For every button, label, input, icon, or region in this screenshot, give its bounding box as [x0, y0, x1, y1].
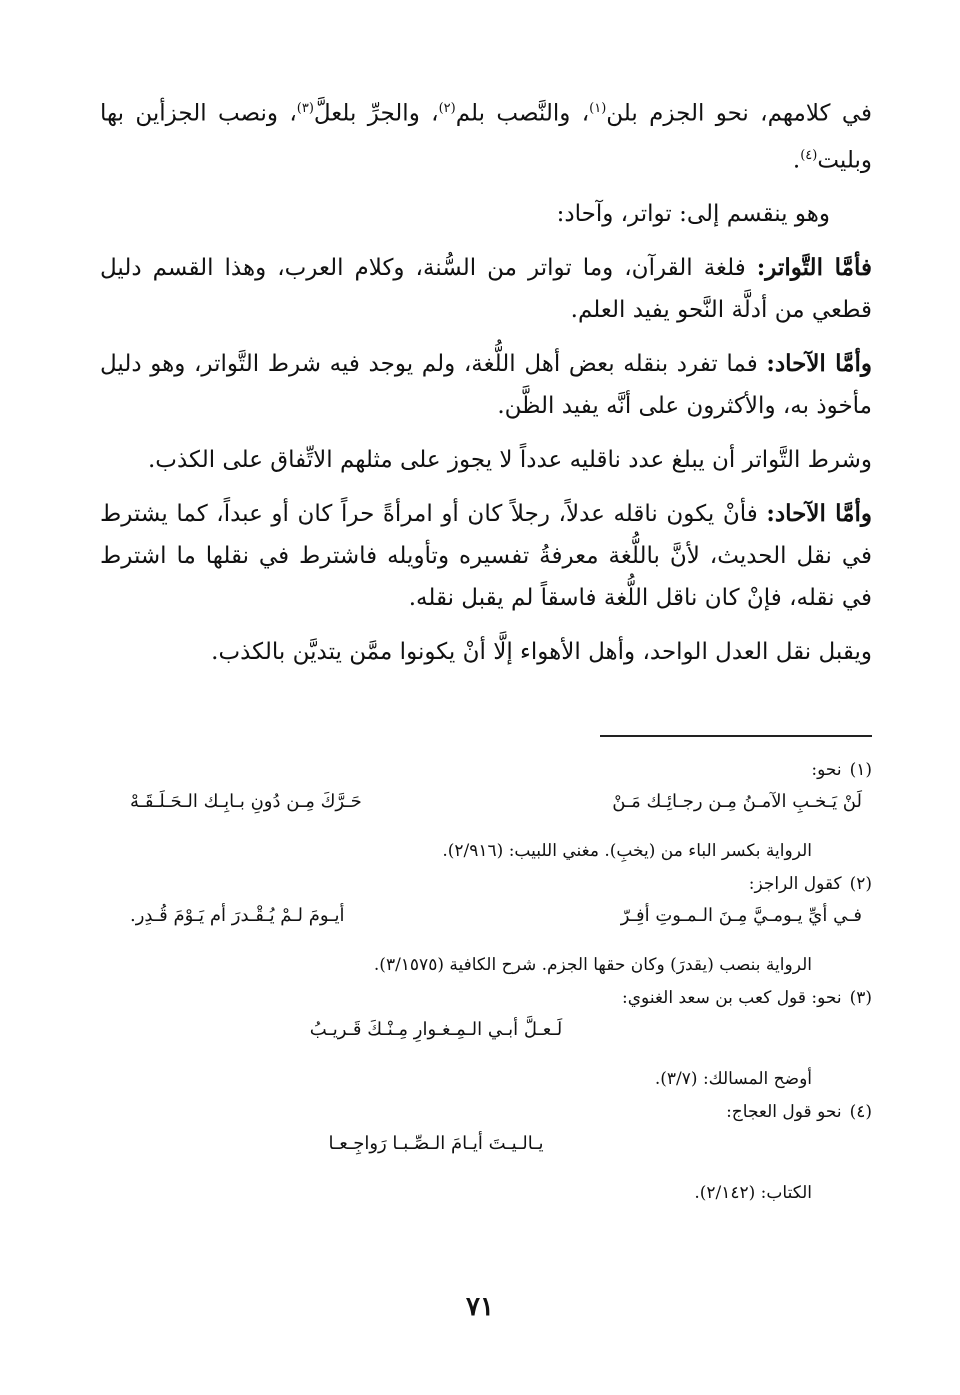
footnote-source: أوضح المسالك: (٣/٧). [654, 1069, 812, 1089]
text-run: في كلامهم، نحو الجزم بلن [606, 100, 873, 127]
footnote-label: نحو: قول كعب بن سعد الغنوي: [622, 988, 842, 1008]
footnote-4 [100, 1097, 872, 1211]
footnote-marker[interactable]: (٤) [800, 147, 818, 163]
footnote-1 [100, 755, 872, 869]
paragraph-lead: وأمَّا الآحاد: [766, 500, 872, 528]
verse-hemistich: لَـعـلَّ أبـي الـمِـغـوارِ مِـنْـكَ قَـريـبُ [309, 1019, 563, 1040]
page-number: ٧١ [466, 1292, 494, 1322]
paragraph-4 [100, 343, 872, 427]
paragraph-text: فما تفرد بنقله بعض أهل اللُّغة، ولم يوجد فيه شرط التَّواتر، وهو دليل مأخوذ به، والأكثرون على أنَّه يفيد الظَّن. [100, 351, 872, 420]
footnote-3 [100, 983, 872, 1097]
text-run: ، والجرِّ بلعلَّ [313, 100, 439, 127]
footnote-source: الكتاب: (٢/١٤٢). [694, 1183, 812, 1203]
footnote-source: الرواية بنصب (يقدرَ) وكان حقها الجزم. شرح الكافية (٣/١٥٧٥). [373, 955, 812, 975]
footnote-number: (٣) [849, 988, 872, 1008]
footnote-marker[interactable]: (٢) [438, 101, 456, 116]
main-text [100, 88, 872, 685]
footnote-source: الرواية بكسر الباء من (يخبِ). مغني اللبيب: (٢/٩١٦). [442, 841, 812, 861]
text-run: . [792, 147, 801, 174]
verse-hemistich: يـالـيـتَ أيـامَ الـصِّـبـا رَواجِـعـا [328, 1133, 544, 1154]
footnotes [100, 755, 872, 1211]
verse-hemistich: فـي أيِّ يـومـيَّ مِـنَ الـمـوتِ أفِـرّ [620, 905, 862, 926]
verse [100, 899, 872, 933]
footnote-label: نحو قول العجاج: [726, 1102, 842, 1122]
verse-hemistich: أيـومَ لـمْ يُـقْـدرَ أم يَـوْمَ قُـدِر. [130, 905, 345, 926]
paragraph-lead: وأمَّا الآحاد: [766, 350, 872, 378]
paragraph-lead: فأمَّا التَّواتر: [756, 254, 873, 282]
text-run: ، والنَّصب بلم [455, 100, 590, 127]
verse [100, 785, 872, 819]
paragraph-text: فلغة القرآن، وما تواتر من السُّنة، وكلام العرب، وهذا القسم دليل قطعي من أدلَّة النَّحو يفيد العلم. [100, 255, 872, 324]
footnote-marker[interactable]: (١) [589, 101, 607, 116]
verse [100, 1013, 872, 1047]
footnote-number: (٢) [849, 874, 872, 894]
verse [100, 1127, 872, 1161]
paragraph-6 [100, 493, 872, 619]
footnote-marker[interactable]: (٣) [296, 101, 314, 116]
paragraph-3 [100, 247, 872, 331]
footnote-label: كقول الراجز: [748, 874, 842, 894]
footnote-number: (٤) [849, 1102, 872, 1122]
paragraph-text: فأنْ يكون ناقله عدلاً، رجلاً كان أو امرأةً حراً كان أو عبداً، كما يشترط في نقل الحديث، لأنَّ باللُّغة معرفةُ تفسيره وتأويله فاشترط في نقلها ما اشترط في نقله، فإنْ كان ناقل اللُّغة فاسقاً لم يقبل نقله. [100, 501, 872, 612]
footnote-separator [600, 735, 872, 737]
paragraph-2: وهو ينقسم إلى: تواتر، وآحاد: [556, 201, 830, 228]
footnote-label: نحو: [811, 760, 842, 780]
footnote-2 [100, 869, 872, 983]
paragraph-7: ويقبل نقل العدل الواحد، وأهل الأهواء إلَّا أنْ يكونوا ممَّن يتديَّن بالكذب. [211, 639, 872, 666]
footnote-number: (١) [849, 760, 872, 780]
paragraph-1 [100, 88, 872, 181]
verse-hemistich: لَنْ يَـخـبِ الآمـنُ مِـن رجـائِـك مَـنْ [612, 791, 862, 812]
verse-hemistich: حَـرَّكَ مِـن دُونِ بـابِـك الـحَـلَـقَـهْ [130, 791, 362, 812]
paragraph-5: وشرط التَّواتر أن يبلغ عدد ناقليه عدداً لا يجوز على مثلهم الاتِّفاق على الكذب. [147, 447, 872, 474]
text-run: ، ونصب الجزأين بها وبليت [100, 100, 872, 174]
